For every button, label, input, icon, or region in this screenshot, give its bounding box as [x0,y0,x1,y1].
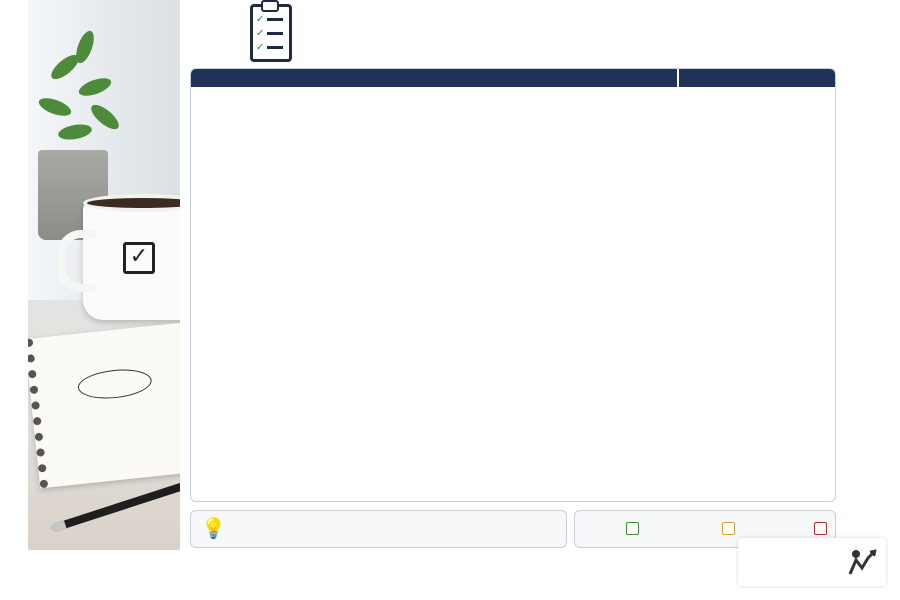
notebook-sketch [28,322,203,489]
brand-logo-icon [846,546,878,578]
column-header-phase [679,69,835,87]
subheader-not-done [193,87,239,101]
clipboard-line [267,46,283,49]
lightbulb-icon: 💡 [201,516,226,540]
column-header-status [191,69,332,87]
notebook-oval [77,366,154,402]
check-icon: ✓ [256,28,265,39]
legend-checkbox-not-done [814,522,827,535]
check-icon: ✓ [256,14,265,25]
checkbox-icon: ✓ [123,242,155,274]
clipboard-line [267,18,283,21]
key-note [190,510,567,548]
pen-tip [51,521,67,533]
clipboard-icon [250,4,292,62]
brand-logo-box [738,538,886,586]
clipboard-clip [261,0,279,12]
checklist-sheet [180,0,844,550]
mug-handle [57,230,97,292]
checklist-table [190,68,836,502]
clipboard-line [267,32,283,35]
subheader-done [285,87,331,101]
legend-checkbox-done [626,522,639,535]
column-header-actions [331,69,678,87]
background-photo [28,0,203,550]
check-icon: ✓ [256,42,265,53]
subheader-in-progress [239,87,285,101]
legend-checkbox-in-progress [722,522,735,535]
